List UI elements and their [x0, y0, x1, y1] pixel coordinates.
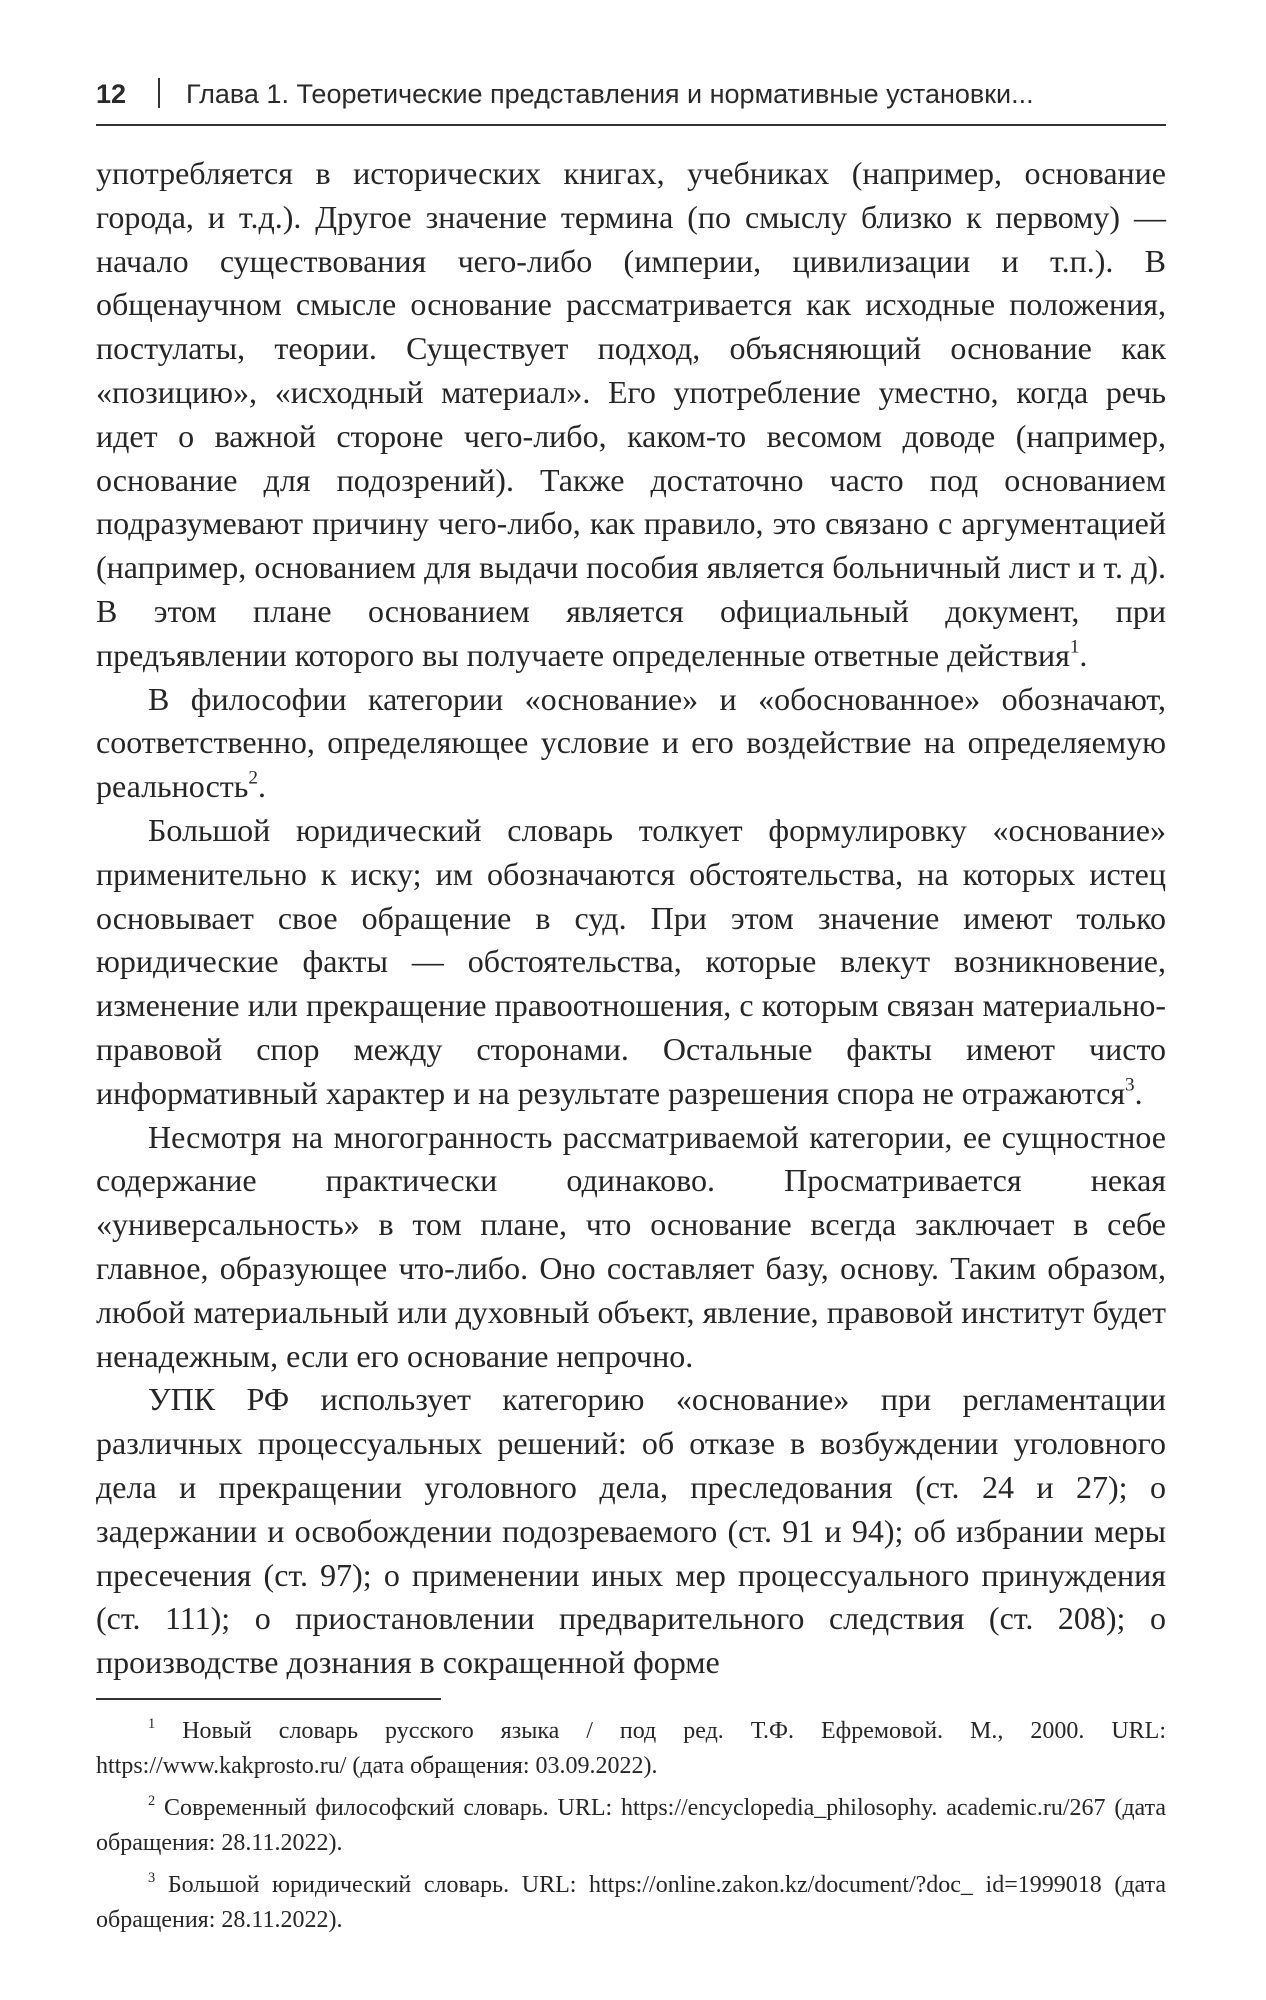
paragraph	[96, 1378, 1166, 1685]
footnote-number: 2	[148, 1792, 156, 1809]
footnote-text: Новый словарь русского языка / под ред. Т.Ф. Ефремовой. М., 2000. URL: https://www.kakprosto.ru/ (дата обращения: 03.09.2022).	[96, 1718, 1166, 1779]
chapter-title: Глава 1. Теоретические представления и нормативные установки...	[186, 79, 1034, 109]
footnotes	[96, 1714, 1166, 1945]
running-header	[96, 78, 1166, 122]
header-rule	[96, 124, 1166, 126]
paragraph: употребляется в исторических книгах, учебниках (например, основание города, и т.д.). Другое значение термина (по смыслу близко к первому) — начало существования чего-либо (империи, цивилизации и т.п.). В общенаучном смысле основание рассматривается как исходные положения, постулаты, теории. Существует подход, объясняющий основание как «позицию», «исходный материал». Его употребление уместно, когда речь идет о важной стороне чего-либо, каком-то весомом доводе (например, основание для подозрений). Также достаточно часто под основанием подразумевают причину чего-либо, как правило, это связано с аргументацией (например, основанием для выдачи пособия является больничный лист и т. д). В этом плане основанием является официальный документ, при предъявлении которого вы получаете определенные ответные действия$^1$.	[96, 155, 1166, 673]
paragraph-text: употребляется в исторических книгах, учебниках (например, основание города, и т.д.). Другое значение термина (по смыслу близко к первому) — начало существования чего-либо (империи, цивилизации и т.п.). В общенаучном смысле основание рассматривается как исходные положения, постулаты, теории. Существует подход, объясняющий основание как «позицию», «исходный материал». Его употребление уместно, когда речь идет о важной стороне чего-либо, каком-то весомом доводе (например, основание для подозрений). Также достаточно часто под основанием подразумевают причину чего-либо, как правило, это связано с аргументацией (например, основанием для выдачи пособия является больничный лист и т. д). В этом плане основанием является официальный документ, при предъявлении которого вы получаете определенные ответные действия	[96, 155, 1166, 673]
footnote-text: Большой юридический словарь. URL: https://online.zakon.kz/document/?doc_ id=1999018 (дата обращения: 28.11.2022).	[96, 1872, 1167, 1933]
body-text	[96, 152, 1166, 1685]
footnote-number: 1	[148, 1715, 156, 1732]
paragraph	[96, 1116, 1166, 1379]
footnote	[96, 1714, 1166, 1783]
paragraph-text: Большой юридический словарь толкует формулировку «основание» применительно к иску; им обозначаются обстоятельства, на которых истец основывает свое обращение в суд. При этом значение имеют только юридические факты — обстоятельства, которые влекут возникновение, изменение или прекращение правоотношения, с которым связан материально-правовой спор между сторонами. Остальные факты имеют чисто информативный характер и на результате разрешения спора не отражаются	[96, 811, 1166, 1111]
footnote-text: Современный философский словарь. URL: https://encyclopedia_philosophy. academic.ru/267 (дата обращения: 28.11.2022).	[96, 1795, 1166, 1856]
paragraph: В философии категории «основание» и «обоснованное» обозначают, соответственно, определяющее условие и его воздействие на определяемую реальность$^2$.	[96, 680, 1166, 805]
footnote	[96, 1791, 1166, 1860]
page-number: 12	[96, 79, 127, 109]
paragraph-text: УПК РФ использует категорию «основание» при регламентации различных процессуальных решений: об отказе в возбуждении уголовного дела и прекращении уголовного дела, преследования (ст. 24 и 27); о задержании и освобождении подозреваемого (ст. 91 и 94); об избрании меры пресечения (ст. 97); о применении иных мер процессуального принуждения (ст. 111); о приостановлении предварительного следствия (ст. 208); о производстве дознания в сокращенной форме	[96, 1381, 1166, 1681]
paragraph-text: В философии категории «основание» и «обоснованное» обозначают, соответственно, определяющее условие и его воздействие на определяемую реальность	[96, 680, 1166, 805]
footnote-ref: 1	[1069, 636, 1080, 658]
footnote	[96, 1868, 1166, 1937]
footnote-rule	[96, 1698, 441, 1700]
footnote-ref: 3	[1125, 1074, 1135, 1096]
footnote-ref: 2	[248, 767, 258, 789]
paragraph: Большой юридический словарь толкует формулировку «основание» применительно к иску; им обозначаются обстоятельства, на которых истец основывает свое обращение в суд. При этом значение имеют только юридические факты — обстоятельства, которые влекут возникновение, изменение или прекращение правоотношения, с которым связан материально-правовой спор между сторонами. Остальные факты имеют чисто информативный характер и на результате разрешения спора не отражаются$^3$.	[96, 811, 1166, 1111]
paragraph-text: Несмотря на многогранность рассматриваемой категории, ее сущностное содержание практически одинаково. Просматривается некая «универсальность» в том плане, что основание всегда заключает в себе главное, образующее что-либо. Оно составляет базу, основу. Таким образом, любой материальный или духовный объект, явление, правовой институт будет ненадежным, если его основание непрочно.	[96, 1118, 1166, 1374]
header-separator	[158, 78, 160, 108]
footnote-number: 3	[148, 1869, 156, 1886]
